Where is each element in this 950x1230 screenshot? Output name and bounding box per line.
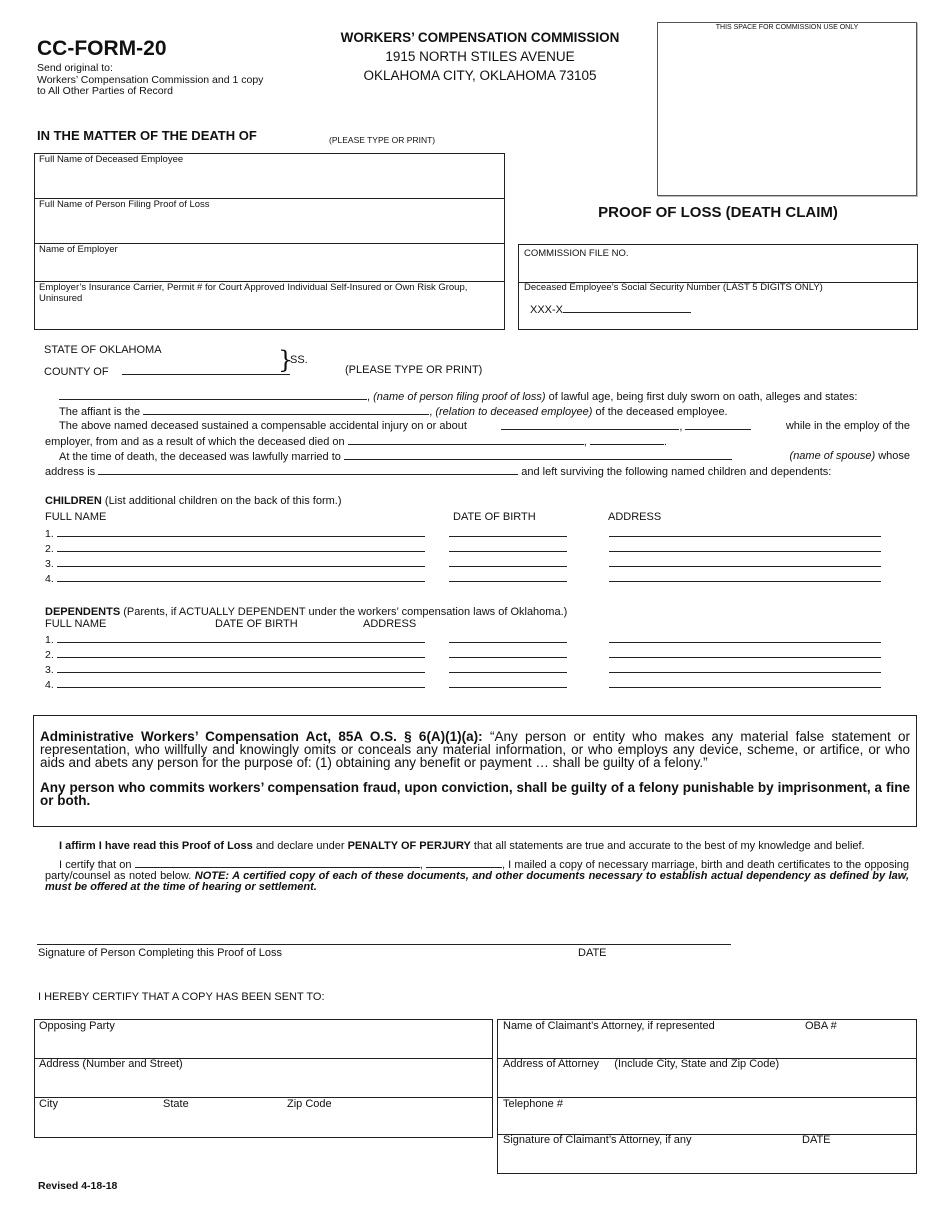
children-col-name: FULL NAME: [45, 511, 107, 523]
affidavit-line-4: employer, from and as a result of which the deceased died on , .: [45, 436, 667, 448]
death-date-input[interactable]: [348, 434, 584, 445]
send-line: to All Other Parties of Record: [37, 85, 173, 97]
child-row[interactable]: [45, 571, 881, 585]
children-col-address: ADDRESS: [608, 511, 662, 523]
county-row: [44, 364, 290, 378]
filer-name-field[interactable]: Full Name of Person Filing Proof of Loss: [39, 199, 210, 210]
send-instructions: [37, 63, 263, 98]
copies-heading: I HEREBY CERTIFY THAT A COPY HAS BEEN SENT TO:: [38, 991, 325, 1003]
agency-city: OKLAHOMA CITY, OKLAHOMA 73105: [363, 68, 597, 83]
signature-date-label: DATE: [578, 947, 607, 959]
matter-heading: IN THE MATTER OF THE DEATH OF: [37, 128, 257, 143]
affidavit-text: The affiant is the: [59, 406, 141, 418]
injury-date-input[interactable]: [501, 419, 679, 430]
agency-address: 1915 NORTH STILES AVENUE: [385, 49, 575, 64]
attorney-date-field[interactable]: DATE: [802, 1134, 831, 1146]
statute-citation: Administrative Workers’ Compensation Act, 85A O.S. § 6(A)(1)(a):: [40, 729, 483, 744]
agency-name: WORKERS’ COMPENSATION COMMISSION: [340, 30, 620, 45]
claim-title: PROOF OF LOSS (DEATH CLAIM): [598, 204, 838, 221]
brace: }: [278, 346, 294, 374]
certify-text: , I mailed a copy of necessary marriage, birth and death certificates to the opposing party/counsel as noted below.: [45, 859, 909, 882]
children-heading: [45, 495, 342, 507]
dependent-row[interactable]: [45, 677, 881, 691]
spouse-input[interactable]: [344, 449, 732, 460]
send-line: Workers’ Compensation Commission and 1 copy: [37, 73, 264, 86]
child-row[interactable]: [45, 541, 881, 555]
certify-text: I certify that on: [59, 859, 132, 871]
affidavit-text: of lawful age, being first duly sworn on oath, alleges and states:: [545, 391, 858, 403]
row-number: 4.: [45, 573, 54, 585]
revision-date: Revised 4-18-18: [38, 1180, 118, 1192]
affidavit-text: and left surviving the following named children and dependents:: [521, 466, 832, 478]
fraud-warning-box: [33, 715, 917, 827]
affidavit-text: whose: [878, 450, 910, 462]
city-field[interactable]: City: [39, 1098, 58, 1110]
filer-name-hint: (name of person filing proof of loss): [373, 391, 546, 403]
county-input[interactable]: [122, 364, 290, 375]
certify-statement: I certify that on , , I mailed a copy of necessary marriage, birth and death certificates to the opposing party/counsel as noted below. NOTE: A certified copy of each of these documents, and other documents necessary to establish actual dependency as defined by law, must be offered at the time of hearing or settlement.: [45, 859, 910, 893]
affidavit-text: At the time of death, the deceased was lawfully married to: [59, 451, 341, 463]
ss-label: SS.: [290, 354, 308, 366]
certify-date-input[interactable]: [135, 859, 420, 868]
affirm-text: and declare under: [252, 840, 348, 852]
dependents-col-name: FULL NAME: [45, 618, 107, 630]
commission-use-label: THIS SPACE FOR COMMISSION USE ONLY: [715, 24, 859, 31]
filer-name-input[interactable]: [59, 389, 367, 400]
type-note-2: (PLEASE TYPE OR PRINT): [345, 364, 483, 376]
affidavit-text: The above named deceased sustained a compensable accidental injury on or about: [59, 420, 467, 432]
affirm-text: that all statements are true and accurate to the best of my knowledge and belief.: [470, 840, 865, 852]
address-field[interactable]: Address (Number and Street): [39, 1058, 183, 1070]
employer-name-field[interactable]: Name of Employer: [39, 244, 118, 255]
commission-file-no-field[interactable]: COMMISSION FILE NO.: [524, 248, 629, 259]
dependent-row[interactable]: [45, 662, 881, 676]
affidavit-text: employer, from and as a result of which the deceased died on: [45, 436, 345, 448]
affirm-statement: [59, 840, 865, 852]
affirm-bold: I affirm I have read this Proof of Loss: [59, 840, 253, 852]
ssn-input[interactable]: [530, 302, 691, 316]
row-number: 1.: [45, 634, 54, 646]
children-heading-note: (List additional children on the back of this form.): [101, 495, 342, 507]
perjury-bold: PENALTY OF PERJURY: [347, 840, 471, 852]
type-note: (PLEASE TYPE OR PRINT): [329, 135, 436, 145]
row-number: 1.: [45, 528, 54, 540]
send-line: Send original to:: [37, 62, 113, 74]
opposing-party-field[interactable]: Opposing Party: [39, 1020, 115, 1032]
spouse-address-input[interactable]: [98, 464, 518, 475]
divider: [34, 1097, 493, 1098]
dependents-heading-note: (Parents, if ACTUALLY DEPENDENT under the workers’ compensation laws of Oklahoma.): [120, 606, 568, 618]
dependent-row[interactable]: [45, 632, 881, 646]
child-row[interactable]: [45, 526, 881, 540]
statute-text: [40, 730, 910, 769]
dependent-row[interactable]: [45, 647, 881, 661]
affidavit-line-2: The affiant is the , (relation to deceased employee) of the deceased employee.: [59, 406, 728, 418]
county-label: COUNTY OF: [44, 366, 109, 378]
affidavit-line-1: , (name of person filing proof of loss) of lawful age, being first duly sworn on oath, alleges and states:: [59, 389, 857, 405]
commission-use-box: [657, 22, 917, 196]
dependents-col-address: ADDRESS: [363, 618, 417, 630]
attorney-signature-field[interactable]: Signature of Claimant’s Attorney, if any: [503, 1134, 692, 1146]
spouse-hint: (name of spouse): [789, 450, 876, 462]
relation-input[interactable]: [143, 404, 429, 415]
zip-field[interactable]: Zip Code: [287, 1098, 332, 1110]
agency-block: [320, 28, 640, 85]
affidavit-line-5: [59, 449, 910, 465]
oba-field[interactable]: OBA #: [805, 1020, 837, 1032]
statute-quote: “Any person or entity who makes any material false statement or representation, who willfully and knowingly omits or conceals any material information, or who employs any device, scheme, or artifice, or who aids and abets any person for the purpose of: (1) obtaining any benefit or payment … shall be guilty of a felony.”: [40, 729, 910, 770]
state-label: STATE OF OKLAHOMA: [44, 344, 162, 356]
death-year-input[interactable]: [590, 434, 664, 445]
attorney-name-field[interactable]: Name of Claimant’s Attorney, if represented: [503, 1020, 715, 1032]
dependents-heading-bold: DEPENDENTS: [45, 606, 121, 618]
row-number: 4.: [45, 679, 54, 691]
certify-note: NOTE: A certified copy of each of these documents, and other documents necessary to establish actual dependency as defined by law, must be offered at the time of hearing or settlement.: [45, 870, 910, 893]
form-id: CC-FORM-20: [37, 37, 167, 60]
row-number: 3.: [45, 558, 54, 570]
signature-label: Signature of Person Completing this Proof of Loss: [38, 947, 282, 959]
child-row[interactable]: [45, 556, 881, 570]
children-heading-bold: CHILDREN: [45, 495, 102, 507]
certify-year-input[interactable]: [426, 859, 502, 868]
row-number: 2.: [45, 543, 54, 555]
affidavit-text: while in the employ of the: [785, 420, 910, 432]
dependents-col-dob: DATE OF BIRTH: [215, 618, 298, 630]
signature-line[interactable]: [37, 944, 731, 945]
children-col-dob: DATE OF BIRTH: [453, 511, 536, 523]
injury-year-input[interactable]: [685, 419, 751, 430]
ssn-prefix: XXX-X: [530, 304, 564, 316]
opposing-party-box: [34, 1019, 493, 1138]
relation-hint: (relation to deceased employee): [435, 406, 593, 418]
row-number: 2.: [45, 649, 54, 661]
insurance-carrier-field[interactable]: Employer’s Insurance Carrier, Permit # for Court Approved Individual Self-Insured or Own Risk Group, Uninsured: [39, 282, 468, 304]
attorney-address-field[interactable]: Address of Attorney (Include City, State and Zip Code): [503, 1058, 780, 1070]
affidavit-line-6: [45, 464, 831, 480]
fraud-penalty-text: Any person who commits workers’ compensation fraud, upon conviction, shall be guilty of a felony punishable by imprisonment, a fine or both.: [40, 780, 910, 808]
affidavit-text: address is: [45, 466, 96, 478]
dependents-heading: [45, 606, 567, 618]
deceased-name-field[interactable]: Full Name of Deceased Employee: [39, 154, 184, 165]
ssn-field-label: Deceased Employee’s Social Security Number (LAST 5 DIGITS ONLY): [524, 282, 823, 293]
telephone-field[interactable]: Telephone #: [503, 1098, 563, 1110]
row-number: 3.: [45, 664, 54, 676]
affidavit-line-3: The above named deceased sustained a compensable accidental injury on or about , while in the employ of the: [59, 420, 910, 433]
affidavit-text: of the deceased employee.: [592, 406, 728, 418]
state-field[interactable]: State: [163, 1098, 189, 1110]
